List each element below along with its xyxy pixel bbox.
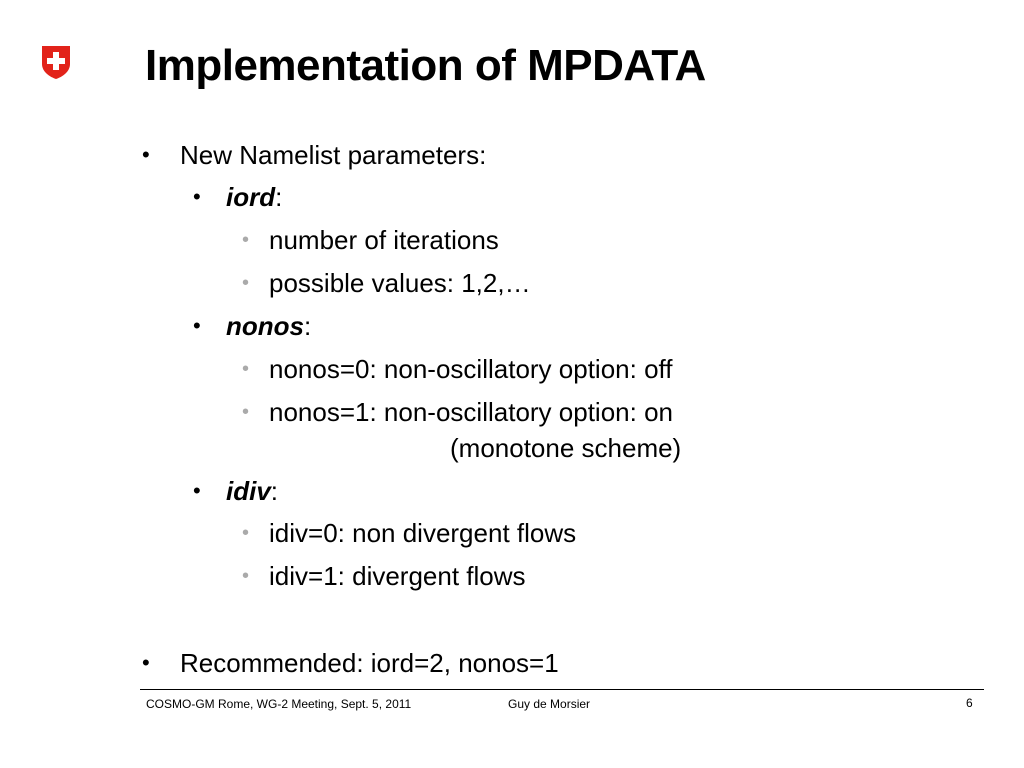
item-text: idiv=1: divergent flows: [269, 561, 526, 591]
swiss-flag-icon: [40, 44, 72, 80]
item-text: number of iterations: [269, 225, 499, 255]
item-text: New Namelist parameters:: [180, 140, 487, 170]
bullet: •: [242, 565, 250, 587]
bullet: •: [142, 142, 150, 167]
footer-event: COSMO-GM Rome, WG-2 Meeting, Sept. 5, 2011: [146, 697, 412, 711]
param-colon: :: [304, 311, 312, 341]
param-keyword: idiv: [226, 476, 271, 506]
item-text: possible values: 1,2,…: [269, 268, 531, 298]
item-text: (monotone scheme): [450, 433, 682, 463]
slide-title: Implementation of MPDATA: [145, 41, 706, 90]
bullet: •: [242, 358, 250, 380]
bullet: •: [242, 522, 250, 544]
bullet: •: [242, 229, 250, 251]
param-keyword: nonos: [226, 311, 304, 341]
bullet: •: [193, 478, 201, 503]
param-colon: :: [270, 476, 279, 506]
item-text: nonos=0: non-oscillatory option: off: [269, 354, 673, 384]
footer-author: Guy de Morsier: [508, 697, 591, 711]
bullet: •: [242, 401, 250, 423]
param-colon: :: [275, 182, 283, 212]
item-text: nonos=1: non-oscillatory option: on: [269, 397, 673, 427]
bullet: •: [242, 272, 250, 294]
item-text: Recommended: iord=2, nonos=1: [180, 648, 559, 678]
param-keyword: iord: [226, 182, 276, 212]
bullet: •: [193, 184, 201, 209]
item-text: idiv=0: non divergent flows: [269, 518, 577, 548]
page-number: 6: [966, 696, 973, 710]
bullet: •: [193, 313, 201, 338]
bullet: •: [142, 650, 150, 675]
footer-divider: [140, 689, 984, 690]
